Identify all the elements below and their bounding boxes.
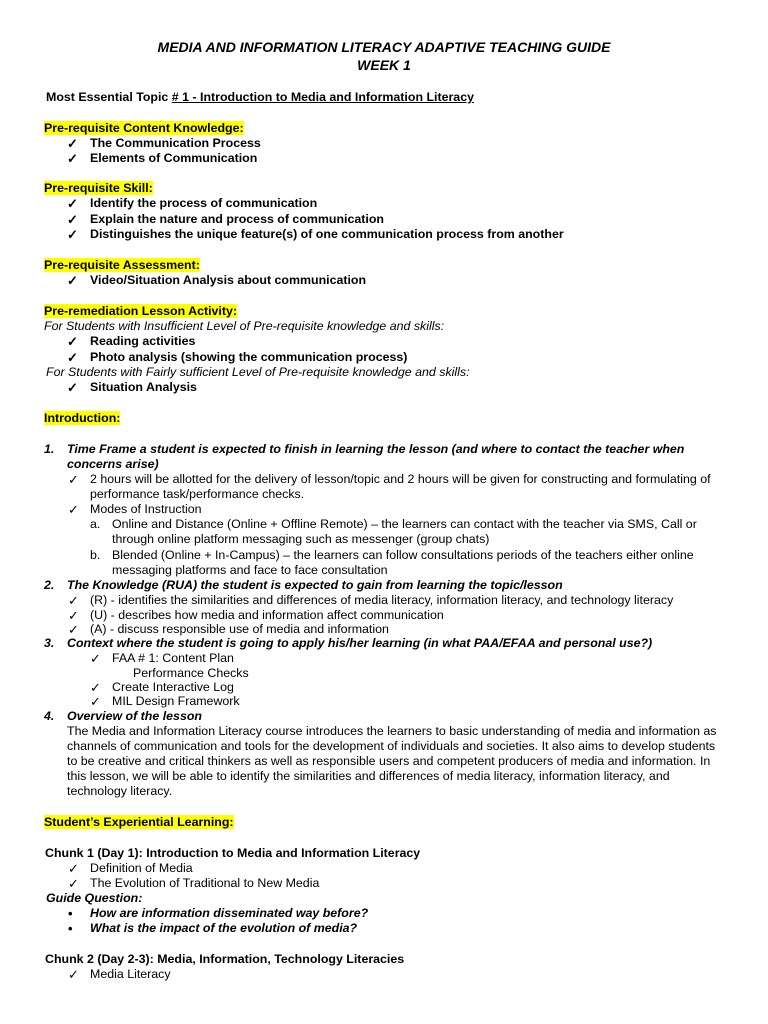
prereq-assessment-item: Video/Situation Analysis about communication [90,273,367,287]
overview-line: technology literacy. [67,784,173,798]
prereq-skill-heading [44,181,153,196]
overview-line: The Media and Information Literacy course introduces the learners to basic understanding of media and information as [67,724,717,738]
list-item: FAA # 1: Content Plan [112,651,234,665]
introduction-heading [44,411,120,426]
section-title: Time Frame a student is expected to finish in learning the lesson (and where to contact the teacher when [67,442,685,456]
section-number: 1. [44,442,55,456]
document-week: WEEK 1 [357,57,411,73]
list-item: MIL Design Framework [112,694,240,708]
check-icon: ✓ [68,502,79,517]
prereq-skill-heading-text: Pre-requisite Skill: [44,181,153,195]
experiential-heading-text: Student’s Experiential Learning: [44,815,234,829]
check-icon: ✓ [90,651,101,666]
check-icon: ✓ [67,151,78,166]
prereq-assessment-heading-text: Pre-requisite Assessment: [44,258,200,272]
list-item: (U) - describes how media and information affect communication [90,608,444,622]
sublist-marker: b. [90,548,101,562]
list-item-cont: performance task/performance checks. [90,487,305,501]
preremediation-group2-label: For Students with Fairly sufficient Level of Pre-requisite knowledge and skills: [46,365,470,379]
section-number: 4. [44,709,55,723]
preremediation-item: Photo analysis (showing the communication process) [90,350,408,364]
prereq-content-heading-text: Pre-requisite Content Knowledge: [44,121,244,135]
check-icon: ✓ [67,273,78,288]
check-icon: ✓ [68,593,79,608]
check-icon: ✓ [68,622,79,637]
preremediation-item: Reading activities [90,334,196,348]
section-number: 2. [44,578,55,592]
prereq-content-item: The Communication Process [90,136,261,150]
check-icon: ✓ [67,196,78,211]
sublist-item-cont: through online platform messaging such as messenger (group chats) [112,532,490,546]
chunk-title: Chunk 1 (Day 1): Introduction to Media and Information Literacy [45,846,421,860]
list-item: Modes of Instruction [90,502,202,516]
document-title: MEDIA AND INFORMATION LITERACY ADAPTIVE TEACHING GUIDE [157,39,611,55]
overview-line: channels of communication and tools for the development of individuals and societies. It also aims to develop students [67,739,716,753]
preremediation-group1-label: For Students with Insufficient Level of Pre-requisite knowledge and skills: [44,319,445,333]
sublist-item: Online and Distance (Online + Offline Remote) – the learners can contact with the teacher via SMS, Call or [112,517,697,531]
introduction-heading-text: Introduction: [44,411,121,425]
bullet-icon: • [68,906,73,921]
essential-topic-value: # 1 - Introduction to Media and Information Literacy [171,90,474,104]
sublist-item: Blended (Online + In-Campus) – the learners can follow consultations periods of the teachers either online [112,548,694,562]
sublist-item-cont: messaging platforms and face to face consultation [112,563,388,577]
check-icon: ✓ [67,136,78,151]
prereq-content-heading [44,121,244,136]
check-icon: ✓ [67,380,78,395]
prereq-assessment-heading [44,258,200,273]
list-item: Create Interactive Log [112,680,234,694]
chunk-item: Media Literacy [90,967,171,981]
check-icon: ✓ [67,350,78,365]
list-item: (R) - identifies the similarities and differences of media literacy, information literacy, and technology literacy [90,593,674,607]
section-number: 3. [44,636,55,650]
check-icon: ✓ [68,608,79,623]
essential-topic-label: Most Essential Topic [46,90,172,104]
guide-question: How are information disseminated way before? [90,906,369,920]
list-item: 2 hours will be allotted for the delivery of lesson/topic and 2 hours will be given for constructing and formulating of [90,472,711,486]
chunk-item: Definition of Media [90,861,193,875]
preremediation-heading-text: Pre-remediation Lesson Activity: [44,304,238,318]
prereq-skill-item: Explain the nature and process of communication [90,212,384,226]
prereq-content-item: Elements of Communication [90,151,258,165]
guide-question: What is the impact of the evolution of media? [90,921,358,935]
check-icon: ✓ [68,861,79,876]
overview-line: to be creative and critical thinkers as well as responsible users and competent producers of media and information. In [67,754,711,768]
guide-question-label: Guide Question: [46,891,143,905]
check-icon: ✓ [90,680,101,695]
experiential-heading [44,815,234,830]
section-title: Context where the student is going to apply his/her learning (in what PAA/EFAA and personal use?) [67,636,653,650]
check-icon: ✓ [67,334,78,349]
list-item: (A) - discuss responsible use of media and information [90,622,389,636]
section-title-cont: concerns arise) [67,457,159,471]
essential-topic [46,90,474,105]
preremediation-heading [44,304,237,319]
chunk-item: The Evolution of Traditional to New Media [90,876,320,890]
check-icon: ✓ [68,876,79,891]
bullet-icon: • [68,921,73,936]
check-icon: ✓ [90,694,101,709]
section-title: The Knowledge (RUA) the student is expected to gain from learning the topic/lesson [67,578,563,592]
check-icon: ✓ [68,472,79,487]
section-title: Overview of the lesson [67,709,202,723]
chunk-title: Chunk 2 (Day 2-3): Media, Information, Technology Literacies [45,952,405,966]
check-icon: ✓ [68,967,79,982]
check-icon: ✓ [67,227,78,242]
preremediation-item: Situation Analysis [90,380,197,394]
prereq-skill-item: Distinguishes the unique feature(s) of one communication process from another [90,227,564,241]
check-icon: ✓ [67,212,78,227]
overview-line: this lesson, we will be able to identify the similarities and differences of media literacy, information literacy, and [67,769,670,783]
sublist-marker: a. [90,517,101,531]
list-item-sub: Performance Checks [133,666,249,680]
prereq-skill-item: Identify the process of communication [90,196,318,210]
